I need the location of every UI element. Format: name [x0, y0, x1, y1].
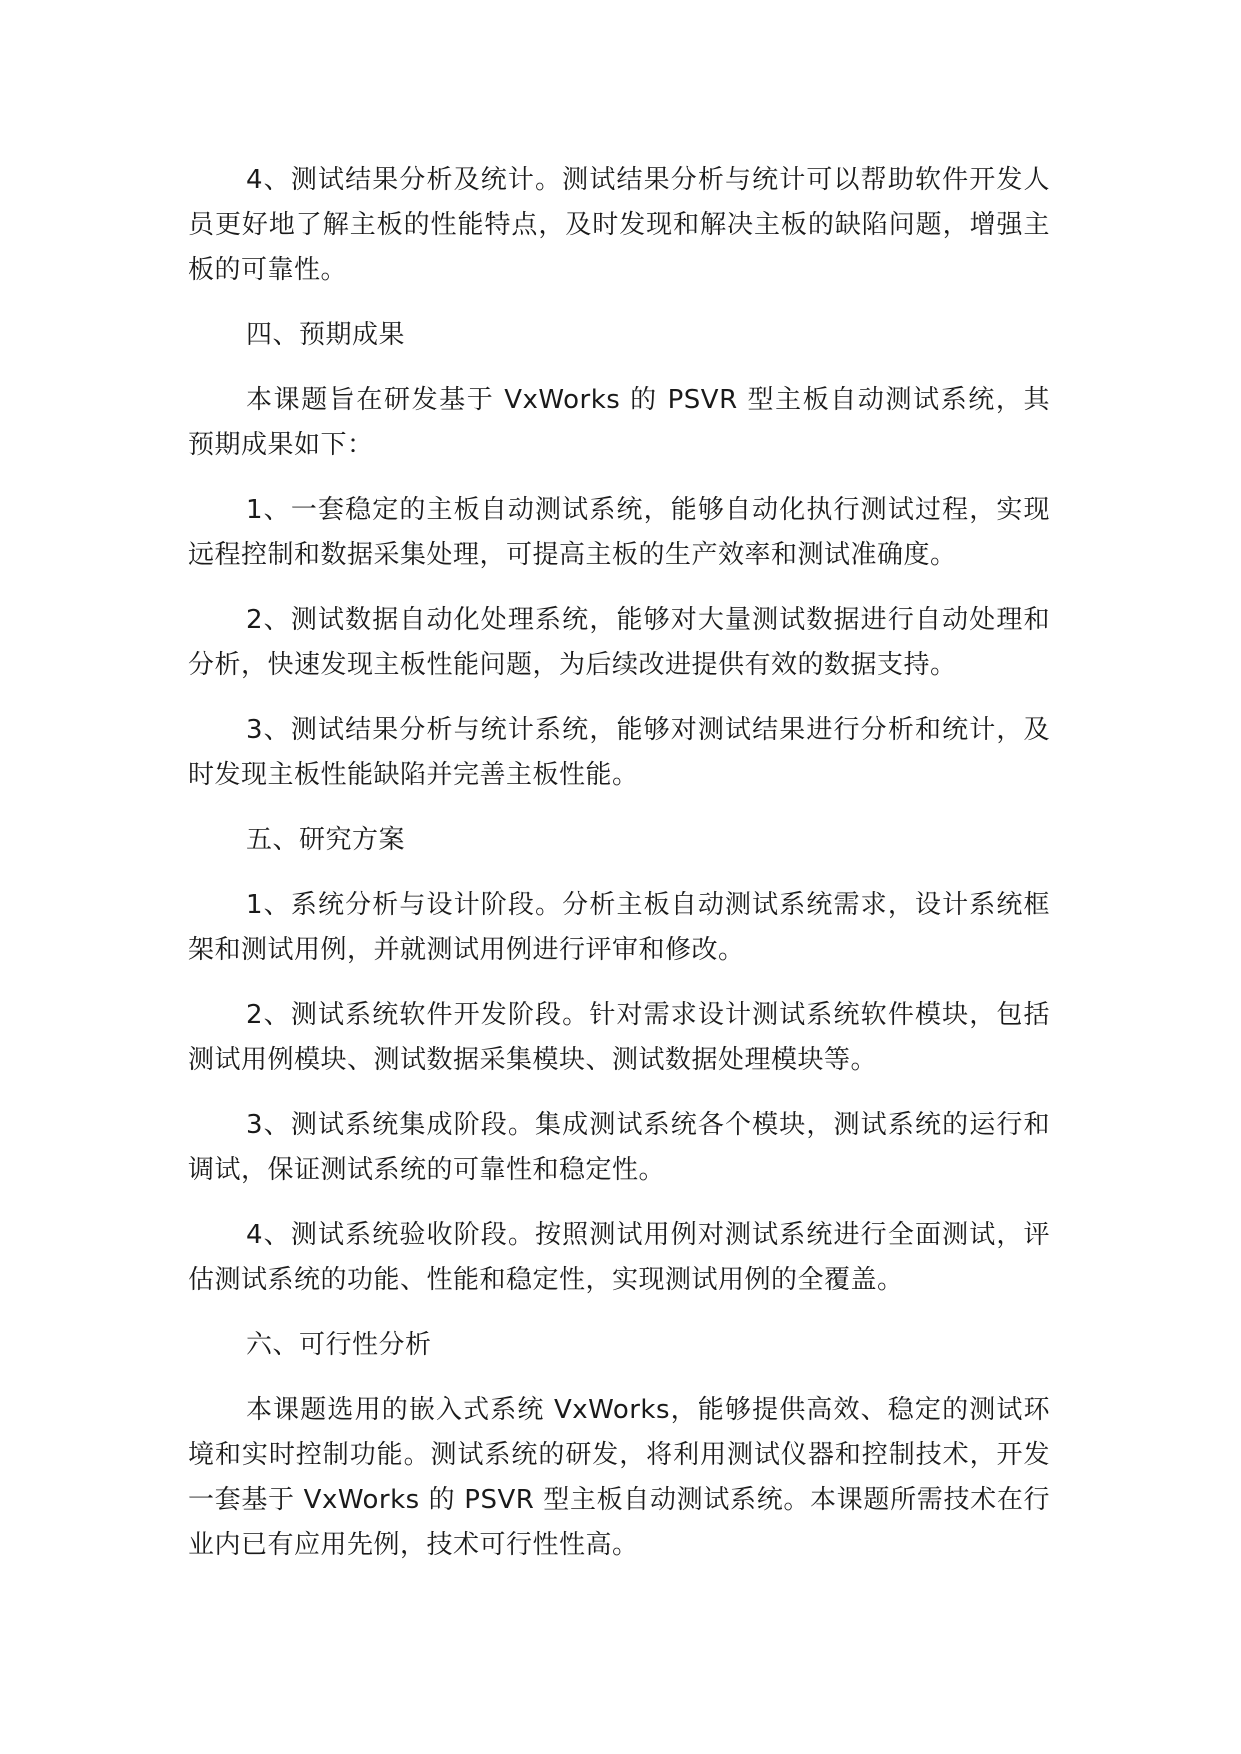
- paragraph-test-analysis: 4、测试结果分析及统计。测试结果分析与统计可以帮助软件开发人员更好地了解主板的性能特点，及时发现和解决主板的缺陷问题，增强主板的可靠性。: [188, 165, 1050, 285]
- section-heading-feasibility: 六、可行性分析: [246, 1330, 432, 1360]
- paragraph-plan-3: 3、测试系统集成阶段。集成测试系统各个模块，测试系统的运行和调试，保证测试系统的可靠性和稳定性。: [188, 1110, 1050, 1185]
- document-page: [188, 158, 1050, 1588]
- paragraph-plan-2: 2、测试系统软件开发阶段。针对需求设计测试系统软件模块，包括测试用例模块、测试数据采集模块、测试数据处理模块等。: [188, 1000, 1050, 1075]
- section-heading-research-plan: 五、研究方案: [246, 825, 406, 855]
- paragraph-expected-3: 3、测试结果分析与统计系统，能够对测试结果进行分析和统计，及时发现主板性能缺陷并完善主板性能。: [188, 715, 1050, 790]
- paragraph-plan-4: 4、测试系统验收阶段。按照测试用例对测试系统进行全面测试，评估测试系统的功能、性能和稳定性，实现测试用例的全覆盖。: [188, 1220, 1050, 1295]
- paragraph-expected-intro: 本课题旨在研发基于 VxWorks 的 PSVR 型主板自动测试系统，其预期成果如下：: [188, 385, 1050, 460]
- paragraph-expected-1: 1、一套稳定的主板自动测试系统，能够自动化执行测试过程，实现远程控制和数据采集处理，可提高主板的生产效率和测试准确度。: [188, 495, 1050, 570]
- paragraph-expected-2: 2、测试数据自动化处理系统，能够对大量测试数据进行自动处理和分析，快速发现主板性能问题，为后续改进提供有效的数据支持。: [188, 605, 1050, 680]
- paragraph-feasibility: 本课题选用的嵌入式系统 VxWorks，能够提供高效、稳定的测试环境和实时控制功能。测试系统的研发，将利用测试仪器和控制技术，开发一套基于 VxWorks 的 PSVR 型主板自动测试系统。本课题所需技术在行业内已有应用先例，技术可行性性高。: [188, 1395, 1050, 1560]
- section-heading-expected-results: 四、预期成果: [246, 320, 406, 350]
- paragraph-plan-1: 1、系统分析与设计阶段。分析主板自动测试系统需求，设计系统框架和测试用例，并就测试用例进行评审和修改。: [188, 890, 1050, 965]
